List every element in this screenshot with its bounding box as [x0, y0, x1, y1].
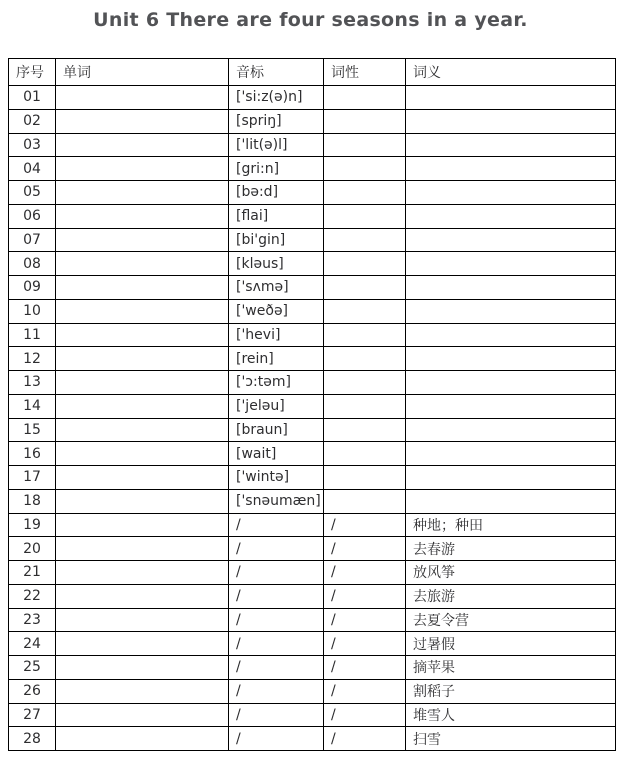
cell-no: 11 — [9, 323, 56, 347]
cell-pos: / — [324, 608, 406, 632]
cell-word — [56, 608, 229, 632]
cell-phonetic: / — [229, 632, 324, 656]
cell-word — [56, 537, 229, 561]
cell-phonetic: / — [229, 584, 324, 608]
cell-no: 26 — [9, 679, 56, 703]
column-header-no: 序号 — [9, 59, 56, 86]
cell-phonetic: / — [229, 679, 324, 703]
cell-meaning — [406, 347, 616, 371]
cell-no: 13 — [9, 371, 56, 395]
table-row — [9, 394, 616, 418]
cell-phonetic: [spriŋ] — [229, 109, 324, 133]
column-header-pos: 词性 — [324, 59, 406, 86]
cell-meaning — [406, 204, 616, 228]
cell-phonetic: ['hevi] — [229, 323, 324, 347]
cell-meaning — [406, 418, 616, 442]
cell-word — [56, 513, 229, 537]
cell-meaning: 摘苹果 — [406, 656, 616, 680]
cell-meaning — [406, 133, 616, 157]
table-header — [9, 59, 616, 86]
cell-no: 05 — [9, 181, 56, 205]
cell-pos — [324, 133, 406, 157]
cell-phonetic: ['snəumæn] — [229, 489, 324, 513]
table-row — [9, 442, 616, 466]
cell-pos — [324, 489, 406, 513]
cell-meaning — [406, 86, 616, 110]
cell-word — [56, 489, 229, 513]
cell-phonetic: [bə:d] — [229, 181, 324, 205]
cell-no: 07 — [9, 228, 56, 252]
cell-pos: / — [324, 513, 406, 537]
page-title: Unit 6 There are four seasons in a year. — [93, 9, 528, 31]
cell-no: 08 — [9, 252, 56, 276]
cell-pos — [324, 228, 406, 252]
cell-word — [56, 418, 229, 442]
cell-word — [56, 561, 229, 585]
cell-word — [56, 228, 229, 252]
cell-phonetic: / — [229, 561, 324, 585]
cell-word — [56, 347, 229, 371]
cell-phonetic: [kləus] — [229, 252, 324, 276]
cell-no: 21 — [9, 561, 56, 585]
table-row — [9, 418, 616, 442]
cell-no: 06 — [9, 204, 56, 228]
cell-word — [56, 109, 229, 133]
cell-meaning — [406, 157, 616, 181]
cell-phonetic: [wait] — [229, 442, 324, 466]
cell-word — [56, 584, 229, 608]
cell-pos — [324, 204, 406, 228]
cell-word — [56, 204, 229, 228]
cell-phonetic: / — [229, 656, 324, 680]
cell-phonetic: / — [229, 703, 324, 727]
cell-pos — [324, 86, 406, 110]
cell-phonetic: / — [229, 513, 324, 537]
cell-pos: / — [324, 656, 406, 680]
cell-pos: / — [324, 727, 406, 751]
cell-meaning: 割稻子 — [406, 679, 616, 703]
cell-phonetic: ['jeləu] — [229, 394, 324, 418]
cell-pos: / — [324, 584, 406, 608]
cell-meaning — [406, 299, 616, 323]
cell-meaning — [406, 109, 616, 133]
cell-pos — [324, 109, 406, 133]
cell-no: 23 — [9, 608, 56, 632]
cell-phonetic: / — [229, 537, 324, 561]
cell-no: 24 — [9, 632, 56, 656]
cell-no: 12 — [9, 347, 56, 371]
cell-no: 10 — [9, 299, 56, 323]
cell-phonetic: [rein] — [229, 347, 324, 371]
cell-no: 19 — [9, 513, 56, 537]
table-row — [9, 703, 616, 727]
cell-no: 03 — [9, 133, 56, 157]
table-row — [9, 489, 616, 513]
cell-phonetic: ['lit(ə)l] — [229, 133, 324, 157]
cell-pos: / — [324, 703, 406, 727]
cell-no: 25 — [9, 656, 56, 680]
table-row — [9, 323, 616, 347]
cell-pos: / — [324, 537, 406, 561]
cell-word — [56, 157, 229, 181]
table-row — [9, 727, 616, 751]
cell-word — [56, 276, 229, 300]
table-row — [9, 608, 616, 632]
table-row — [9, 656, 616, 680]
cell-phonetic: ['sʌmə] — [229, 276, 324, 300]
cell-no: 17 — [9, 466, 56, 490]
cell-word — [56, 299, 229, 323]
cell-phonetic: ['ɔ:təm] — [229, 371, 324, 395]
cell-no: 28 — [9, 727, 56, 751]
cell-pos: / — [324, 632, 406, 656]
cell-phonetic: [bi'gin] — [229, 228, 324, 252]
cell-meaning — [406, 489, 616, 513]
cell-no: 04 — [9, 157, 56, 181]
table-row — [9, 584, 616, 608]
cell-pos — [324, 442, 406, 466]
cell-word — [56, 133, 229, 157]
cell-pos: / — [324, 679, 406, 703]
cell-no: 16 — [9, 442, 56, 466]
column-header-word: 单词 — [56, 59, 229, 86]
cell-meaning: 种地；种田 — [406, 513, 616, 537]
cell-pos — [324, 181, 406, 205]
cell-pos — [324, 323, 406, 347]
cell-no: 15 — [9, 418, 56, 442]
cell-pos — [324, 252, 406, 276]
table-row — [9, 86, 616, 110]
cell-meaning: 去春游 — [406, 537, 616, 561]
cell-word — [56, 181, 229, 205]
cell-meaning — [406, 442, 616, 466]
cell-phonetic: [braun] — [229, 418, 324, 442]
cell-pos: / — [324, 561, 406, 585]
cell-no: 27 — [9, 703, 56, 727]
cell-pos — [324, 157, 406, 181]
table-row — [9, 204, 616, 228]
table-row — [9, 561, 616, 585]
table-row — [9, 252, 616, 276]
cell-pos — [324, 299, 406, 323]
column-header-meaning: 词义 — [406, 59, 616, 86]
table-row — [9, 109, 616, 133]
cell-word — [56, 252, 229, 276]
cell-word — [56, 86, 229, 110]
cell-meaning: 去夏令营 — [406, 608, 616, 632]
table-row — [9, 347, 616, 371]
table-row — [9, 632, 616, 656]
cell-meaning — [406, 228, 616, 252]
column-header-phonetic: 音标 — [229, 59, 324, 86]
cell-pos — [324, 418, 406, 442]
header-row — [9, 59, 616, 86]
cell-word — [56, 727, 229, 751]
cell-no: 01 — [9, 86, 56, 110]
cell-meaning — [406, 323, 616, 347]
cell-pos — [324, 347, 406, 371]
cell-phonetic: [gri:n] — [229, 157, 324, 181]
cell-phonetic: / — [229, 727, 324, 751]
table-row — [9, 466, 616, 490]
cell-no: 18 — [9, 489, 56, 513]
cell-meaning: 放风筝 — [406, 561, 616, 585]
table-row — [9, 181, 616, 205]
cell-phonetic: ['weðə] — [229, 299, 324, 323]
cell-meaning — [406, 181, 616, 205]
cell-word — [56, 442, 229, 466]
table-body — [9, 86, 616, 751]
table-row — [9, 157, 616, 181]
cell-meaning: 堆雪人 — [406, 703, 616, 727]
table-row — [9, 228, 616, 252]
cell-word — [56, 679, 229, 703]
cell-no: 20 — [9, 537, 56, 561]
table-row — [9, 537, 616, 561]
table-row — [9, 276, 616, 300]
cell-meaning — [406, 252, 616, 276]
cell-pos — [324, 276, 406, 300]
cell-phonetic: [flai] — [229, 204, 324, 228]
cell-word — [56, 703, 229, 727]
cell-meaning: 过暑假 — [406, 632, 616, 656]
table-row — [9, 133, 616, 157]
cell-no: 22 — [9, 584, 56, 608]
vocabulary-table — [8, 58, 616, 751]
cell-meaning: 扫雪 — [406, 727, 616, 751]
cell-no: 14 — [9, 394, 56, 418]
cell-phonetic: / — [229, 608, 324, 632]
cell-meaning — [406, 276, 616, 300]
cell-word — [56, 371, 229, 395]
cell-no: 09 — [9, 276, 56, 300]
cell-meaning — [406, 394, 616, 418]
cell-word — [56, 632, 229, 656]
cell-meaning — [406, 371, 616, 395]
cell-meaning — [406, 466, 616, 490]
table-row — [9, 371, 616, 395]
cell-word — [56, 466, 229, 490]
cell-pos — [324, 394, 406, 418]
table-row — [9, 679, 616, 703]
cell-phonetic: ['si:z(ə)n] — [229, 86, 324, 110]
cell-word — [56, 323, 229, 347]
cell-no: 02 — [9, 109, 56, 133]
cell-pos — [324, 466, 406, 490]
cell-word — [56, 394, 229, 418]
cell-word — [56, 656, 229, 680]
table-row — [9, 299, 616, 323]
cell-meaning: 去旅游 — [406, 584, 616, 608]
cell-phonetic: ['wintə] — [229, 466, 324, 490]
table-row — [9, 513, 616, 537]
cell-pos — [324, 371, 406, 395]
